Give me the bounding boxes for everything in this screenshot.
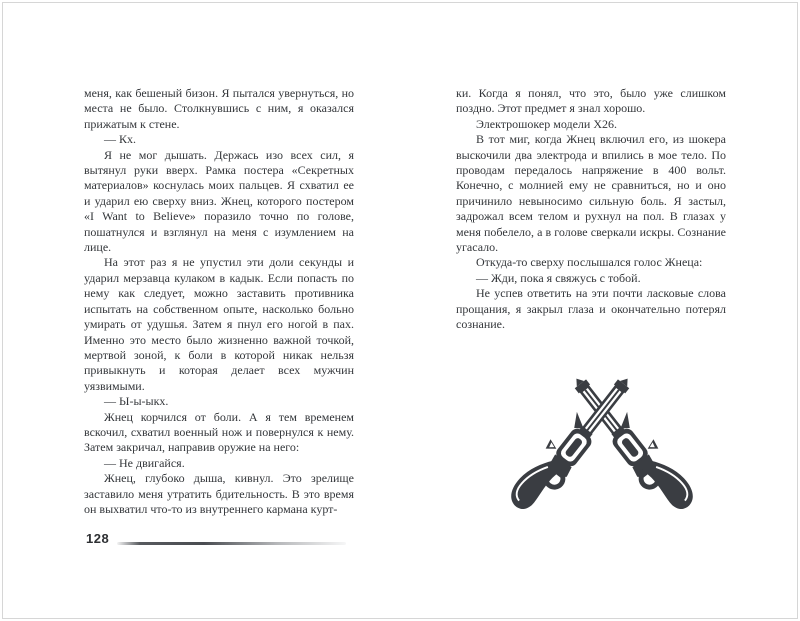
paragraph: Электрошокер модели Х26. (476, 116, 617, 131)
paragraph: Откуда-то сверху послышался голос Жнеца: (476, 255, 703, 270)
left-page-text (84, 86, 354, 517)
paragraph: Я не мог дышать. Держась изо всех сил, я вытянул руки вверх. Рамка постера «Секретных материалов» коснулась моих пальцев. Я схватил ее и ударил ею сверху вниз. Жнец, которого постером «I Want to Believe» поразило точно по голове, пошатнулся и взглянул на меня с изумлением на лице. (84, 147, 354, 255)
paragraph: На этот раз я не упустил эти доли секунды и ударил мерзавца кулаком в кадык. Если попасть по нему как следует, можно заставить противника испытать на собственном опыте, насколько больно умирать от удушья. Затем я пнул его ногой в пах. Именно это место было жизненно важной точкой, мертвой зоной, к боли в которой никак нельзя привыкнуть и которая делает всех мужчин уязвимыми. (84, 255, 354, 393)
crossed-revolvers-illustration (502, 358, 702, 530)
footer-divider-line (117, 542, 346, 545)
paragraph: — Ы-ы-ыкх. (104, 394, 169, 409)
paragraph: — Кх. (104, 132, 137, 147)
paragraph: Жнец, глубоко дыша, кивнул. Это зрелище заставило меня утратить бдительность. В это время он выхватил что-то из внутреннего кармана курт- (84, 471, 354, 516)
paragraph: ки. Когда я понял, что это, было уже слишком поздно. Этот предмет я знал хорошо. (456, 86, 726, 116)
paragraph: меня, как бешеный бизон. Я пытался увернуться, но места не было. Столкнувшись с ним, я оказался прижатым к стене. (84, 86, 354, 131)
paragraph: Жнец корчился от боли. А я тем временем вскочил, схватил военный нож и повернулся к нему. Затем закричал, направив оружие на него: (84, 409, 354, 455)
page-number: 128 (86, 531, 110, 546)
paragraph: — Не двигайся. (104, 455, 185, 470)
paragraph: Не успев ответить на эти почти ласковые слова прощания, я закрыл глаза и окончательно потерял сознание. (456, 286, 726, 332)
paragraph: В тот миг, когда Жнец включил его, из шокера выскочили два электрода и впились в мое тело. По проводам передалось напряжение в 400 вольт. Конечно, с молнией ему не сравниться, но и оно причинило невыносимо сильную боль. Я застыл, задрожал всем телом и рухнул на пол. В глазах у меня побелело, а в голове сверкали искры. Сознание угасало. (456, 132, 726, 255)
right-page-text (456, 86, 726, 333)
paragraph: — Жди, пока я свяжусь с тобой. (476, 270, 641, 285)
